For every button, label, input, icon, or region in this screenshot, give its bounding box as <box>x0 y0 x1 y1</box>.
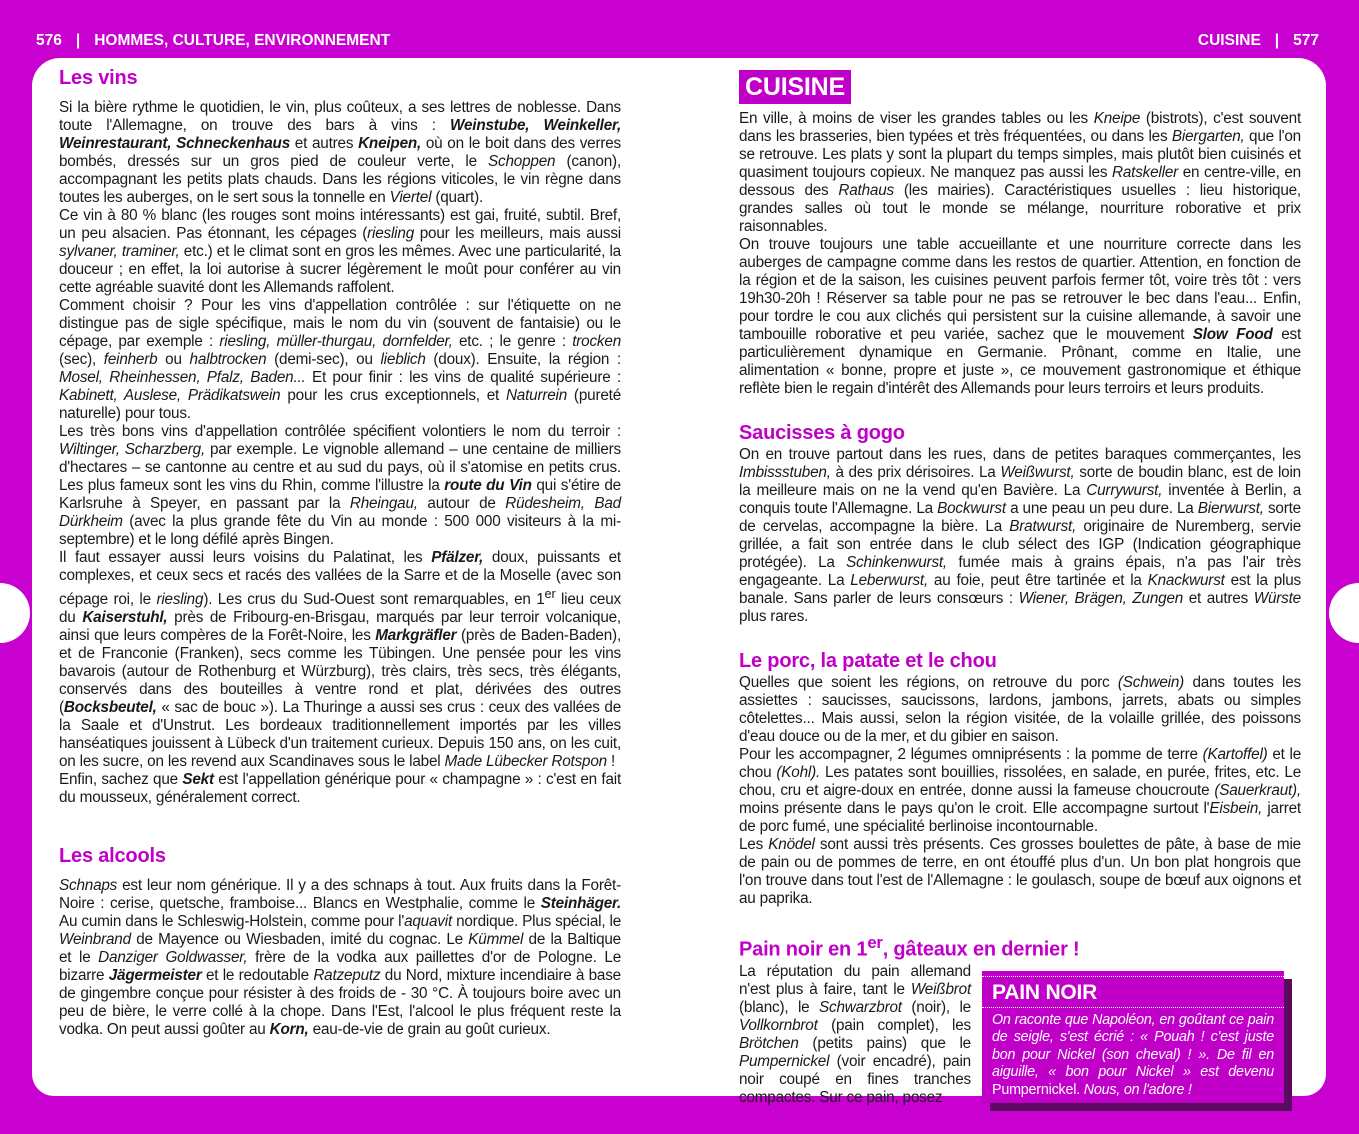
right-page-number: 577 <box>1293 32 1319 49</box>
porc-body <box>739 674 1301 908</box>
left-page-tab-notch <box>0 583 30 643</box>
paragraph: En ville, à moins de viser les grandes tables ou les Kneipe (bistrots), c'est souvent dans les brasseries, bien typées et très fréquentées, ou dans les Biergarten, que l'on se retrouve. Les plats y sont la plupart du temps simples, mais plutôt bien cuisinés et quasiment toujours copieux. Ne manquez pas aussi les Ratskeller en centre-ville, en dessous des Rathaus (les mairies). Caractéristiques usuelles : lieu historique, grandes salles où tout le monde se mélange, nourriture roborative et prix raisonnables. <box>739 110 1301 235</box>
right-running-head <box>1198 32 1319 50</box>
vins-body <box>59 99 621 807</box>
cuisine-intro <box>739 110 1301 398</box>
paragraph: Ce vin à 80 % blanc (les rouges sont moins intéressants) est gai, fruité, subtil. Bref, un peu alsacien. Pas étonnant, les cépages (riesling pour les meilleurs, mais aussi sylvaner, traminer, etc.) et le climat sont en gros les mêmes. Avec une particularité, la douceur ; en effet, la loi autorise à sucrer légèrement le moût pour conférer au vin cette agréable suavité dont les Allemands raffolent. <box>59 207 622 296</box>
left-running-head <box>36 32 390 50</box>
paragraph: On en trouve partout dans les rues, dans de petites baraques commerçantes, les Imbissstuben, à des prix dérisoires. La Weißwurst, sorte de boudin blanc, est de loin la meilleure mais on ne la vend qu'en Bavière. La Currywurst, inventée à Berlin, a conquis toute l'Allemagne. La Bockwurst a une peau un peu dure. La Bierwurst, sorte de cervelas, accompagne la bière. La Bratwurst, originaire de Nuremberg, servie grillée, a fait son entrée dans le club sélect des IGP (Indication géographique protégée). La Schinkenwurst, fumée mais à grains épais, n'a pas l'air très engageante. La Leberwurst, au foie, peut être tartinée et la Knackwurst est la plus banale. Sans parler de leurs consœurs : Wiener, Brägen, Zungen et autres Würste plus rares. <box>739 446 1301 625</box>
right-page-tab-notch <box>1329 583 1359 643</box>
section-heading-vins: Les vins <box>59 67 138 89</box>
paragraph: Les Knödel sont aussi très présents. Ces grosses boulettes de pâte, à base de mie de pain ou de pommes de terre, en ont étouffé plus d'un. Un bon plat hongrois que l'on trouve dans tout l'est de l'Allemagne : le goulasch, soupe de bœuf aux oignons et au paprika. <box>739 836 1301 907</box>
running-header <box>0 0 1359 60</box>
header-separator: | <box>1274 32 1280 49</box>
sidebar-box-pain-noir <box>982 971 1284 1103</box>
header-separator: | <box>75 32 81 49</box>
paragraph: Enfin, sachez que Sekt est l'appellation générique pour « champagne » : c'est en fait du mousseux, généralement correct. <box>59 771 621 807</box>
pain-body: La réputation du pain allemand n'est plus à faire, tant le Weißbrot (blanc), le Schwarzbrot (noir), le Vollkornbrot (pain complet), les Brötchen (petits pains) que le Pumpernickel (voir encadré), pain noir coupé en fines tranches compactes. Sur ce pain, posez <box>739 962 971 1106</box>
right-section-title: CUISINE <box>1197 32 1261 49</box>
box-content <box>982 971 1284 1103</box>
pain-section <box>739 963 1301 1107</box>
chapter-title: CUISINE <box>739 70 851 104</box>
section-heading-pain: Pain noir en 1er, gâteaux en dernier ! <box>739 933 1080 961</box>
paragraph: Schnaps est leur nom générique. Il y a des schnaps à tout. Aux fruits dans la Forêt-Noire : cerise, quetsche, framboise... Blancs en Westphalie, comme le Steinhäger. Au cumin dans le Schleswig-Holstein, comme pour l'aquavit nordique. Plus spécial, le Weinbrand de Mayence ou Wiesbaden, imité du cognac. Le Kümmel de la Baltique et le Danziger Goldwasser, frère de la vodka aux paillettes d'or de Pologne. Le bizarre Jägermeister et le redoutable Ratzeputz du Nord, mixture incendiaire à base de gingembre conçue pour résister à des froids de - 30 °C. À toujours boire avec un peu de bière, le verre collé à la chope. Dans l'Est, l'alcool le plus fréquent reste la vodka. On peut aussi goûter au Korn, eau-de-vie de grain au goût curieux. <box>59 877 622 1039</box>
paragraph: On trouve toujours une table accueillante et une nourriture correcte dans les auberges de campagne comme dans les restos de quartier. Attention, en fonction de la région et de la saison, les cuisines peuvent parfois fermer tôt, voire très tôt : vers 19h30-20h ! Réserver sa table pour ne pas se retrouver le bec dans l'eau... Enfin, pour tordre le cou aux clichés qui persistent sur la cuisine allemande, à savoir une tambouille roborative et peu variée, sachez que le mouvement Slow Food est particulièrement dynamique en Germanie. Prônant, comme en Italie, une alimentation « bonne, propre et juste », ce mouvement gastronomique et éthique reflète bien le regain d'intérêt des Allemands pour leurs terroirs et leurs produits. <box>739 236 1301 397</box>
left-section-title: HOMMES, CULTURE, ENVIRONNEMENT <box>94 32 391 49</box>
left-column <box>59 65 621 1039</box>
paragraph: Pour les accompagner, 2 légumes omniprésents : la pomme de terre (Kartoffel) et le chou (Kohl). Les patates sont bouillies, rissolées, en salade, en purée, frites, etc. Le chou, cru et aigre-doux en entrée, donne aussi la fameuse choucroute (Sauerkraut), moins présente dans le pays qu'on le croit. Elle accompagne surtout l'Eisbein, jarret de porc fumé, une spécialité berlinoise incontournable. <box>739 746 1302 835</box>
saucisses-body <box>739 446 1301 626</box>
left-page-number: 576 <box>36 32 62 49</box>
paragraph: Quelles que soient les régions, on retrouve du porc (Schwein) dans toutes les assiettes : saucisses, saucissons, lardons, jambons, jarrets, abats ou simples côtelettes... Mais aussi, selon la région visitée, de la volaille grillée, des poissons d'eau douce ou de la mer, et du gibier en saison. <box>739 674 1301 745</box>
paragraph: Il faut essayer aussi leurs voisins du Palatinat, les Pfälzer, doux, puissants et complexes, et ceux secs et racés des vallées de la Sarre et de la Moselle (avec son cépage roi, le riesling). Les crus du Sud-Ouest sont remarquables, en 1er lieu ceux du Kaiserstuhl, près de Fribourg-en-Brisgau, marqués par leur terroir volcanique, ainsi que leurs compères de la Forêt-Noire, les Markgräfler (près de Baden-Baden), et de Franconie (Franken), secs comme les Tübingen. Une pensée pour les vins bavarois (autour de Rothenburg et Würzburg), très clairs, très secs, très élégants, conservés dans des bouteilles à ventre rond et plat, dérivées des outres (Bocksbeutel, « sac de bouc »). La Thuringe a aussi ses crus : ceux des vallées de la Saale et d'Unstrut. Les bordeaux traditionnellement importés par les villes hanséatiques jouissent à Lübeck d'un traitement curieux. Depuis 150 ans, on les cuit, on les sucre, on les revend aux Scandinaves sous le label Made Lübecker Rotspon ! <box>59 549 621 771</box>
box-body: On raconte que Napoléon, en goûtant ce pain de seigle, s'est écrié : « Pouah ! c'est juste bon pour Nickel (son cheval) ! ». De fil en aiguille, « bon pour Nickel » est devenu Pumpernickel. Nous, on l'adore ! <box>992 1011 1274 1098</box>
paragraph: Si la bière rythme le quotidien, le vin, plus coûteux, a ses lettres de noblesse. Dans toute l'Allemagne, on trouve des bars à vins : Weinstube, Weinkeller, Weinrestaurant, Schneckenhaus et autres Kneipen, où on le boit dans des verres bombés, dressés sur un gros pied de couleur verte, le Schoppen (canon), accompagnant les petits plats chauds. Dans les régions viticoles, le vin règne dans toutes les auberges, on le sert sous la tonnelle en Viertel (quart). <box>59 99 622 206</box>
section-heading-saucisses: Saucisses à gogo <box>739 422 905 444</box>
right-column <box>739 70 1301 1107</box>
paragraph: Les très bons vins d'appellation contrôlée spécifient volontiers le nom du terroir : Wiltinger, Scharzberg, par exemple. Le vignoble allemand – une centaine de milliers d'hectares – se cantonne au centre et au sud du pays, où il s'atomise en petits crus. Les plus fameux sont les vins du Rhin, comme l'illustre la route du Vin qui s'étire de Karlsruhe à Speyer, en passant par la Rheingau, autour de Rüdesheim, Bad Dürkheim (avec la plus grande fête du Vin au monde : 500 000 visiteurs à la mi-septembre) et le long défilé après Bingen. <box>59 423 621 548</box>
box-title: PAIN NOIR <box>982 976 1284 1008</box>
section-heading-alcools: Les alcools <box>59 845 166 868</box>
alcools-body <box>59 877 621 1039</box>
paragraph: Comment choisir ? Pour les vins d'appellation contrôlée : sur l'étiquette on ne distingue pas de sigle spécifique, mais le nom du vin (souvent de fantaisie) ou le cépage, par exemple : riesling, müller-thurgau, dornfelder, etc. ; le genre : trocken (sec), feinherb ou halbtrocken (demi-sec), ou lieblich (doux). Ensuite, la région : Mosel, Rheinhessen, Pfalz, Baden... Et pour finir : les vins de qualité supérieure : Kabinett, Auslese, Prädikatswein pour les crus exceptionnels, et Naturrein (pureté naturelle) pour tous. <box>59 297 622 422</box>
section-heading-porc: Le porc, la patate et le chou <box>739 650 997 672</box>
